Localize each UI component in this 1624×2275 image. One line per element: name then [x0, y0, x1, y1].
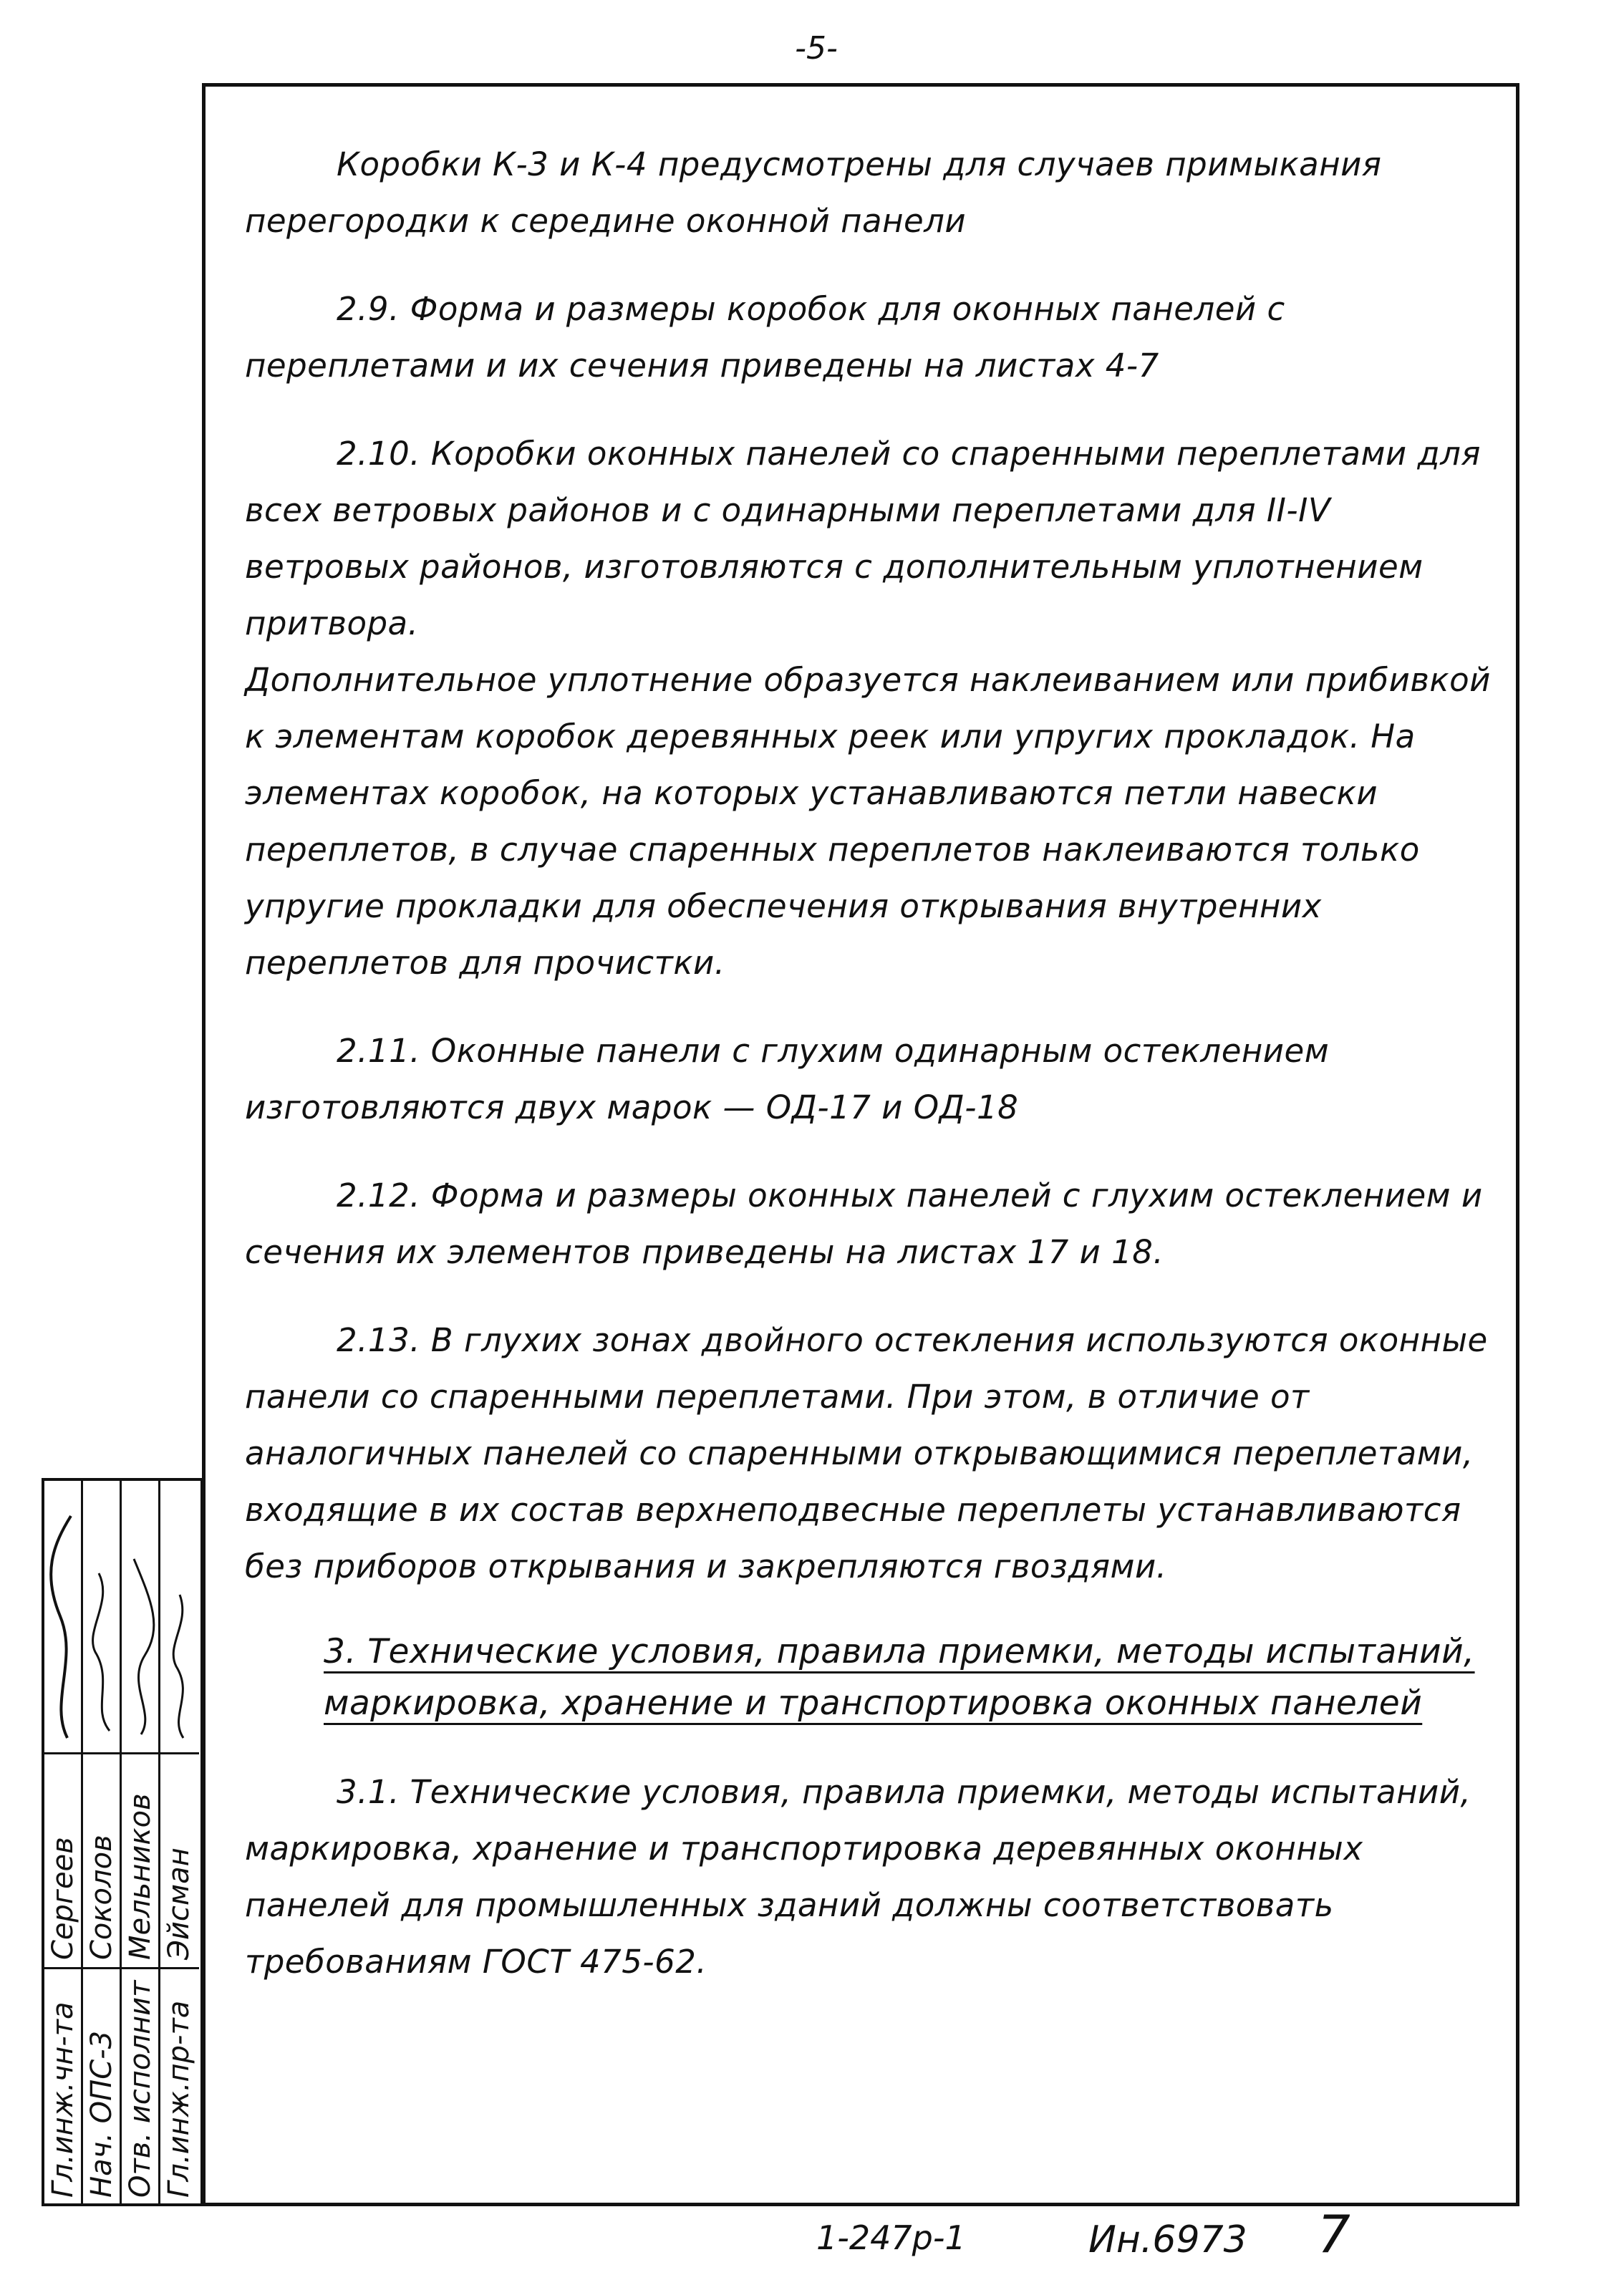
stamp-row — [122, 1481, 160, 2203]
paragraph-2-11: 2.11. Оконные панели с глухим одинарным остеклением изготовляются двух марок — ОД-17 и ОД-18 — [245, 1032, 1330, 1126]
section-3-heading-line2: маркировка, хранение и транспортировка оконных панелей — [324, 1684, 1423, 1723]
paragraph-2-13: 2.13. В глухих зонах двойного остекления используются оконные панели со спаренными переплетами. При этом, в отличие от аналогичных панелей со спаренными открывающимися переплетами, входящие в их состав верхнеподвесные переплеты устанавливаются без приборов открывания и закрепляются гвоздями. — [245, 1321, 1488, 1585]
sheet-number: 7 — [1318, 2204, 1350, 2264]
section-3-heading-line1: 3. Технические условия, правила приемки, методы испытаний, — [324, 1632, 1475, 1671]
stamp-role: Нач. ОПС-3 — [83, 1967, 120, 2203]
section-3-heading — [324, 1626, 1505, 1729]
stamp-name: Сергеев — [44, 1752, 81, 1967]
stamp-name: Соколов — [83, 1752, 120, 1967]
document-body — [245, 136, 1505, 2022]
stamp-role: Гл.инж.чн-та — [44, 1967, 81, 2203]
page-number: -5- — [795, 30, 838, 67]
paragraph-2-12: 2.12. Форма и размеры оконных панелей с глухим остеклением и сечения их элементов приведены на листах 17 и 18. — [245, 1177, 1483, 1271]
signature-mark — [160, 1481, 199, 1752]
stamp-role: Гл.инж.пр-та — [160, 1967, 199, 2203]
paragraph-boxes-k3-k4: Коробки К-3 и К-4 предусмотрены для случаев примыкания перегородки к середине оконной панели — [245, 145, 1382, 240]
stamp-role: Отв. исполнит — [122, 1967, 158, 2203]
signature-mark — [83, 1481, 120, 1752]
stamp-row — [160, 1481, 199, 2203]
signature-mark — [44, 1481, 81, 1752]
paragraph-2-9: 2.9. Форма и размеры коробок для оконных панелей с переплетами и их сечения приведены на листах 4-7 — [245, 290, 1285, 385]
stamp-name: Эйсман — [160, 1752, 199, 1967]
stamp-row — [44, 1481, 83, 2203]
paragraph-2-10: 2.10. Коробки оконных панелей со спаренными переплетами для всех ветровых районов и с одинарными переплетами для II-IV ветровых районов, изготовляются с дополнительным уплотнением притвора. — [245, 435, 1481, 642]
stamp-name: Мельников — [122, 1752, 158, 1967]
paragraph-additional-sealing: Дополнительное уплотнение образуется наклеиванием или прибивкой к элементам коробок деревянных реек или упругих прокладок. На элементах коробок, на которых устанавливаются петли навески переплетов, в случае спаренных переплетов наклеиваются только упругие прокладки для обеспечения открывания внутренних переплетов для прочистки. — [245, 661, 1491, 982]
approval-stamp — [42, 1478, 203, 2206]
stamp-row — [83, 1481, 122, 2203]
inventory-number: Ин.6973 — [1088, 2218, 1247, 2261]
document-code: 1-247р-1 — [816, 2218, 966, 2257]
signature-mark — [122, 1481, 158, 1752]
paragraph-3-1: 3.1. Технические условия, правила приемки, методы испытаний, маркировка, хранение и транспортировка деревянных оконных панелей для промышленных зданий должны соответствовать требованиям ГОСТ 475-62. — [245, 1773, 1471, 1981]
